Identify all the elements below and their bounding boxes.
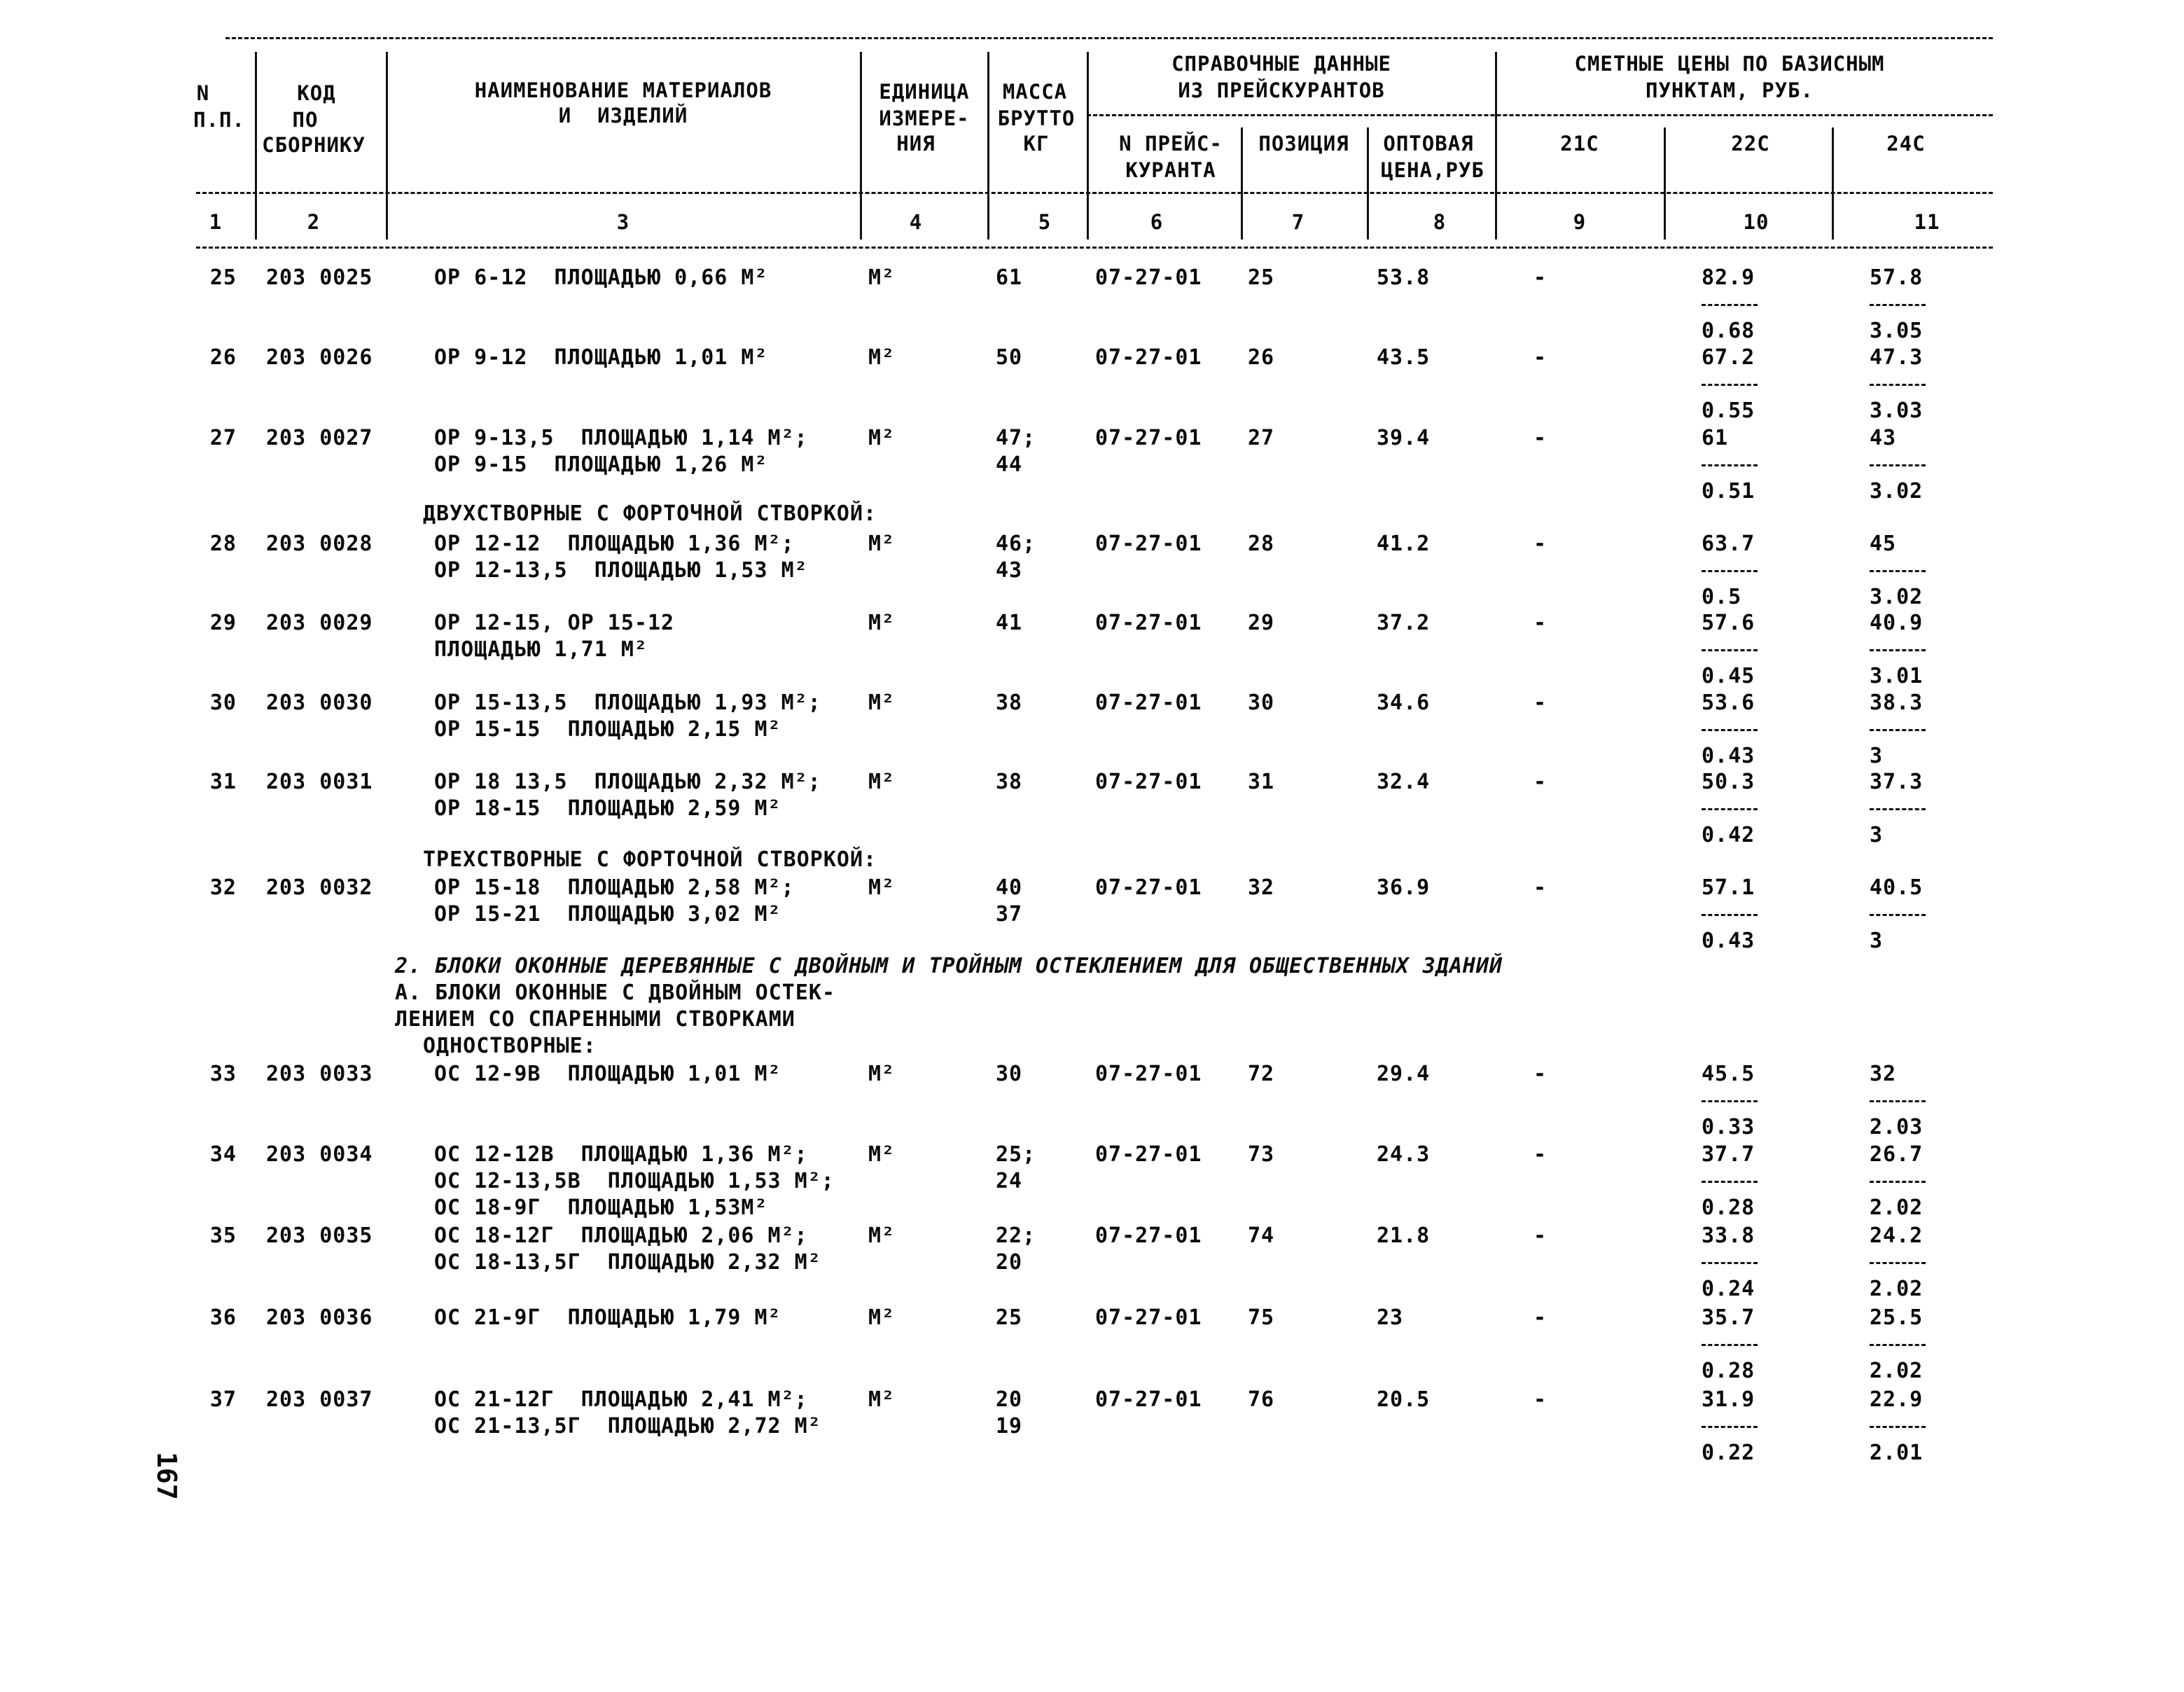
row-price-22c-divisor: 0.55	[1702, 398, 1755, 423]
row-price-21c: -	[1533, 1062, 1547, 1086]
header-number: 10	[1743, 210, 1769, 234]
row-position: 27	[1248, 426, 1275, 450]
fraction-bar	[1702, 1100, 1758, 1102]
fraction-bar	[1870, 649, 1926, 651]
header-col6-line2: КУРАНТА	[1125, 158, 1216, 182]
fraction-bar	[1870, 808, 1926, 810]
row-price-21c: -	[1533, 1387, 1547, 1412]
header-numbers-rule	[196, 247, 1993, 249]
header-col2-line3: СБОРНИКУ	[262, 133, 366, 157]
row-position: 31	[1248, 770, 1275, 794]
header-ref-group-line1: СПРАВОЧНЫЕ ДАННЫЕ	[1171, 52, 1391, 76]
row-price-24c: 32	[1870, 1062, 1897, 1086]
row-price-24c: 24.2	[1870, 1223, 1924, 1248]
row-price-22c: 57.1	[1702, 875, 1755, 900]
row-price-22c: 31.9	[1702, 1387, 1755, 1412]
row-name-line: ОР 12-12 ПЛОЩАДЬЮ 1,36 М²;	[434, 532, 795, 556]
subhead-section-a-line3: ОДНОСТВОРНЫЕ:	[423, 1034, 597, 1058]
subhead-section-a-line2: ЛЕНИЕМ СО СПАРЕННЫМИ СТВОРКАМИ	[395, 1007, 795, 1032]
row-code: 203 0033	[266, 1062, 373, 1086]
fraction-bar	[1870, 1181, 1926, 1183]
header-divider	[1087, 52, 1089, 240]
row-pricelist-number: 07-27-01	[1095, 1142, 1202, 1167]
row-code: 203 0030	[266, 691, 373, 715]
row-number: 25	[209, 265, 237, 290]
row-price-24c: 47.3	[1870, 345, 1924, 370]
row-name-line: ОР 15-15 ПЛОЩАДЬЮ 2,15 М²	[434, 717, 781, 742]
row-price-24c: 40.9	[1870, 611, 1924, 635]
row-pricelist-number: 07-27-01	[1095, 691, 1202, 715]
row-mass: 25	[996, 1305, 1023, 1330]
header-divider	[1664, 127, 1666, 240]
header-number: 7	[1291, 210, 1305, 234]
row-price-21c: -	[1533, 426, 1547, 450]
row-price-22c-divisor: 0.28	[1702, 1195, 1755, 1220]
row-pricelist-number: 07-27-01	[1095, 1223, 1202, 1248]
row-price-22c-divisor: 0.5	[1702, 585, 1742, 609]
row-name-line: ОР 12-15, ОР 15-12	[434, 611, 675, 635]
header-price-group-line2: ПУНКТАМ, РУБ.	[1646, 78, 1814, 102]
row-unit: М²	[868, 770, 896, 794]
row-position: 76	[1248, 1387, 1275, 1412]
fraction-bar	[1870, 1344, 1926, 1346]
row-wholesale-price: 43.5	[1377, 345, 1431, 370]
fraction-bar	[1702, 304, 1758, 306]
row-wholesale-price: 53.8	[1377, 265, 1431, 290]
row-price-22c: 67.2	[1702, 345, 1755, 370]
header-col2-line1: КОД	[297, 81, 336, 105]
row-price-24c-divisor: 2.02	[1870, 1359, 1924, 1383]
row-price-24c-divisor: 3.02	[1870, 479, 1924, 504]
row-price-24c-divisor: 2.01	[1870, 1441, 1924, 1465]
row-mass: 24	[996, 1169, 1023, 1193]
header-col2-line2: ПО	[292, 108, 319, 132]
fraction-bar	[1702, 464, 1758, 466]
header-price-group-line1: СМЕТНЫЕ ЦЕНЫ ПО БАЗИСНЫМ	[1574, 52, 1885, 76]
row-mass: 41	[996, 611, 1023, 635]
row-name-line: ОС 18-12Г ПЛОЩАДЬЮ 2,06 М²;	[434, 1223, 808, 1248]
row-unit: М²	[868, 532, 896, 556]
header-col6-line1: N ПРЕЙС-	[1119, 132, 1223, 155]
row-price-24c-divisor: 3.02	[1870, 585, 1924, 609]
row-name-line: ОС 21-12Г ПЛОЩАДЬЮ 2,41 М²;	[434, 1387, 808, 1412]
header-divider	[386, 52, 388, 240]
row-code: 203 0028	[266, 532, 373, 556]
row-name-line: ОС 18-13,5Г ПЛОЩАДЬЮ 2,32 М²	[434, 1250, 821, 1275]
row-unit: М²	[868, 1142, 896, 1167]
header-ref-group-line2: ИЗ ПРЕЙСКУРАНТОВ	[1178, 78, 1385, 102]
row-wholesale-price: 36.9	[1377, 875, 1431, 900]
row-wholesale-price: 41.2	[1377, 532, 1431, 556]
row-price-24c-divisor: 2.02	[1870, 1195, 1924, 1220]
row-price-24c: 43	[1870, 426, 1897, 450]
row-price-24c: 25.5	[1870, 1305, 1924, 1330]
row-name-line: ПЛОЩАДЬЮ 1,71 М²	[434, 637, 648, 662]
row-mass: 22;	[996, 1223, 1036, 1248]
subhead-section-a-line1: А. БЛОКИ ОКОННЫЕ С ДВОЙНЫМ ОСТЕК-	[395, 980, 836, 1005]
row-code: 203 0027	[266, 426, 373, 450]
header-bottom-rule	[196, 192, 1993, 194]
subhead-three-leaf: ТРЕХСТВОРНЫЕ С ФОРТОЧНОЙ СТВОРКОЙ:	[423, 847, 877, 872]
row-code: 203 0032	[266, 875, 373, 900]
row-name-line: ОР 9-12 ПЛОЩАДЬЮ 1,01 М²	[434, 345, 768, 370]
header-divider	[1241, 127, 1243, 240]
fraction-bar	[1870, 729, 1926, 731]
row-price-22c-divisor: 0.28	[1702, 1359, 1755, 1383]
row-price-24c-divisor: 3	[1870, 823, 1884, 847]
row-position: 26	[1248, 345, 1275, 370]
row-unit: М²	[868, 426, 896, 450]
row-mass: 38	[996, 691, 1023, 715]
row-price-21c: -	[1533, 770, 1547, 794]
row-price-21c: -	[1533, 611, 1547, 635]
row-pricelist-number: 07-27-01	[1095, 875, 1202, 900]
fraction-bar	[1870, 1426, 1926, 1428]
header-col8-line1: ОПТОВАЯ	[1383, 132, 1474, 155]
row-price-21c: -	[1533, 532, 1547, 556]
row-price-22c: 61	[1702, 426, 1729, 450]
row-number: 27	[209, 426, 237, 450]
row-name-line: ОР 15-18 ПЛОЩАДЬЮ 2,58 М²;	[434, 875, 795, 900]
row-price-21c: -	[1533, 875, 1547, 900]
row-price-22c: 57.6	[1702, 611, 1755, 635]
row-position: 29	[1248, 611, 1275, 635]
fraction-bar	[1702, 570, 1758, 572]
row-price-22c-divisor: 0.51	[1702, 479, 1755, 504]
row-wholesale-price: 23	[1377, 1305, 1404, 1330]
row-name-line: ОР 12-13,5 ПЛОЩАДЬЮ 1,53 М²	[434, 558, 808, 583]
row-pricelist-number: 07-27-01	[1095, 1387, 1202, 1412]
row-price-24c: 22.9	[1870, 1387, 1924, 1412]
row-wholesale-price: 37.2	[1377, 611, 1431, 635]
header-divider	[1367, 127, 1369, 240]
row-pricelist-number: 07-27-01	[1095, 532, 1202, 556]
row-unit: М²	[868, 345, 896, 370]
row-name-line: ОР 18 13,5 ПЛОЩАДЬЮ 2,32 М²;	[434, 770, 821, 794]
row-price-24c: 40.5	[1870, 875, 1924, 900]
header-number: 3	[616, 210, 630, 234]
fraction-bar	[1870, 570, 1926, 572]
row-name-line: ОС 21-9Г ПЛОЩАДЬЮ 1,79 М²	[434, 1305, 781, 1330]
header-col5-line3: КГ	[1023, 132, 1050, 155]
header-col4-line1: ЕДИНИЦА	[879, 80, 970, 104]
row-number: 32	[209, 875, 237, 900]
header-divider	[1495, 52, 1497, 240]
row-name-line: ОР 15-13,5 ПЛОЩАДЬЮ 1,93 М²;	[434, 691, 821, 715]
row-mass: 19	[996, 1414, 1023, 1438]
header-col5-line2: БРУТТО	[997, 106, 1076, 130]
row-price-24c: 57.8	[1870, 265, 1924, 290]
row-pricelist-number: 07-27-01	[1095, 426, 1202, 450]
row-price-24c-divisor: 3	[1870, 929, 1884, 953]
header-number: 8	[1433, 210, 1447, 234]
row-unit: М²	[868, 691, 896, 715]
row-name-line: ОР 15-21 ПЛОЩАДЬЮ 3,02 М²	[434, 902, 781, 927]
row-price-22c: 37.7	[1702, 1142, 1755, 1167]
fraction-bar	[1702, 808, 1758, 810]
row-price-21c: -	[1533, 265, 1547, 290]
row-price-24c: 37.3	[1870, 770, 1924, 794]
fraction-bar	[1702, 914, 1758, 916]
header-number: 11	[1914, 210, 1940, 234]
row-unit: М²	[868, 1062, 896, 1086]
row-number: 33	[209, 1062, 237, 1086]
row-name-line: ОР 9-15 ПЛОЩАДЬЮ 1,26 М²	[434, 452, 768, 477]
row-price-22c-divisor: 0.24	[1702, 1277, 1755, 1301]
header-divider	[860, 52, 862, 240]
header-subgroup-rule	[1087, 114, 1993, 116]
row-mass: 50	[996, 345, 1023, 370]
table-top-rule	[225, 37, 1993, 39]
row-price-24c-divisor: 3.05	[1870, 319, 1924, 343]
row-name-line: ОР 6-12 ПЛОЩАДЬЮ 0,66 М²	[434, 265, 768, 290]
fraction-bar	[1870, 384, 1926, 386]
header-col11: 24С	[1886, 132, 1926, 155]
header-col10: 22С	[1731, 132, 1770, 155]
row-position: 74	[1248, 1223, 1275, 1248]
row-mass: 61	[996, 265, 1023, 290]
row-code: 203 0037	[266, 1387, 373, 1412]
row-mass: 30	[996, 1062, 1023, 1086]
row-mass: 44	[996, 452, 1023, 477]
row-price-24c-divisor: 2.02	[1870, 1277, 1924, 1301]
row-mass: 25;	[996, 1142, 1036, 1167]
row-unit: М²	[868, 265, 896, 290]
fraction-bar	[1702, 1181, 1758, 1183]
subhead-two-leaf: ДВУХСТВОРНЫЕ С ФОРТОЧНОЙ СТВОРКОЙ:	[423, 501, 877, 526]
row-mass: 47;	[996, 426, 1036, 450]
row-mass: 37	[996, 902, 1023, 927]
row-position: 28	[1248, 532, 1275, 556]
row-wholesale-price: 20.5	[1377, 1387, 1431, 1412]
row-name-line: ОС 12-9В ПЛОЩАДЬЮ 1,01 М²	[434, 1062, 781, 1086]
header-col7: ПОЗИЦИЯ	[1258, 132, 1349, 155]
row-mass: 38	[996, 770, 1023, 794]
page-number: 167	[151, 1452, 182, 1500]
fraction-bar	[1702, 729, 1758, 731]
row-price-21c: -	[1533, 691, 1547, 715]
row-position: 30	[1248, 691, 1275, 715]
row-unit: М²	[868, 1387, 896, 1412]
row-price-22c: 33.8	[1702, 1223, 1755, 1248]
row-price-24c-divisor: 2.03	[1870, 1115, 1924, 1139]
row-code: 203 0029	[266, 611, 373, 635]
row-name-line: ОР 18-15 ПЛОЩАДЬЮ 2,59 М²	[434, 796, 781, 821]
row-price-22c-divisor: 0.22	[1702, 1441, 1755, 1465]
row-code: 203 0031	[266, 770, 373, 794]
header-col1-line1: N	[196, 81, 210, 105]
row-wholesale-price: 29.4	[1377, 1062, 1431, 1086]
fraction-bar	[1702, 384, 1758, 386]
row-code: 203 0034	[266, 1142, 373, 1167]
fraction-bar	[1702, 649, 1758, 651]
row-pricelist-number: 07-27-01	[1095, 1062, 1202, 1086]
row-unit: М²	[868, 611, 896, 635]
row-mass: 40	[996, 875, 1023, 900]
header-col3-line2: И ИЗДЕЛИЙ	[558, 104, 688, 127]
header-col1-line2: П.П.	[193, 108, 245, 132]
header-col9: 21С	[1560, 132, 1599, 155]
row-number: 36	[209, 1305, 237, 1330]
row-price-22c: 35.7	[1702, 1305, 1755, 1330]
row-unit: М²	[868, 875, 896, 900]
row-number: 29	[209, 611, 237, 635]
header-number: 9	[1573, 210, 1587, 234]
row-code: 203 0035	[266, 1223, 373, 1248]
row-price-24c: 38.3	[1870, 691, 1924, 715]
row-price-24c-divisor: 3.03	[1870, 398, 1924, 423]
row-position: 72	[1248, 1062, 1275, 1086]
header-number: 6	[1150, 210, 1164, 234]
row-position: 73	[1248, 1142, 1275, 1167]
header-col4-line3: НИЯ	[896, 132, 935, 155]
header-divider	[987, 52, 989, 240]
row-name-line: ОС 12-13,5В ПЛОЩАДЬЮ 1,53 М²;	[434, 1169, 835, 1193]
fraction-bar	[1870, 914, 1926, 916]
row-price-22c-divisor: 0.68	[1702, 319, 1755, 343]
header-number: 5	[1038, 210, 1052, 234]
fraction-bar	[1870, 464, 1926, 466]
row-price-24c-divisor: 3	[1870, 744, 1884, 768]
row-wholesale-price: 39.4	[1377, 426, 1431, 450]
row-price-22c: 50.3	[1702, 770, 1755, 794]
fraction-bar	[1702, 1344, 1758, 1346]
row-mass: 46;	[996, 532, 1036, 556]
fraction-bar	[1870, 1100, 1926, 1102]
row-pricelist-number: 07-27-01	[1095, 265, 1202, 290]
row-price-22c-divisor: 0.45	[1702, 664, 1755, 688]
row-unit: М²	[868, 1223, 896, 1248]
row-price-22c: 45.5	[1702, 1062, 1755, 1086]
row-mass: 20	[996, 1250, 1023, 1275]
row-name-line: ОР 9-13,5 ПЛОЩАДЬЮ 1,14 М²;	[434, 426, 808, 450]
row-name-line: ОС 12-12В ПЛОЩАДЬЮ 1,36 М²;	[434, 1142, 808, 1167]
row-number: 34	[209, 1142, 237, 1167]
header-number: 4	[909, 210, 923, 234]
row-price-21c: -	[1533, 1223, 1547, 1248]
row-price-24c: 26.7	[1870, 1142, 1924, 1167]
row-number: 35	[209, 1223, 237, 1248]
row-price-21c: -	[1533, 1142, 1547, 1167]
header-col8-line2: ЦЕНА,РУБ	[1381, 158, 1484, 182]
row-mass: 43	[996, 558, 1023, 583]
fraction-bar	[1870, 1262, 1926, 1264]
row-wholesale-price: 24.3	[1377, 1142, 1431, 1167]
row-price-22c-divisor: 0.42	[1702, 823, 1755, 847]
row-price-24c: 45	[1870, 532, 1897, 556]
row-name-line: ОС 18-9Г ПЛОЩАДЬЮ 1,53М²	[434, 1195, 768, 1220]
row-wholesale-price: 32.4	[1377, 770, 1431, 794]
row-price-21c: -	[1533, 345, 1547, 370]
row-position: 75	[1248, 1305, 1275, 1330]
row-price-22c-divisor: 0.33	[1702, 1115, 1755, 1139]
row-code: 203 0026	[266, 345, 373, 370]
fraction-bar	[1870, 304, 1926, 306]
row-price-24c-divisor: 3.01	[1870, 664, 1924, 688]
row-code: 203 0025	[266, 265, 373, 290]
header-number: 2	[307, 210, 321, 234]
row-position: 32	[1248, 875, 1275, 900]
row-number: 28	[209, 532, 237, 556]
row-price-22c-divisor: 0.43	[1702, 929, 1755, 953]
row-position: 25	[1248, 265, 1275, 290]
header-col5-line1: МАССА	[1002, 80, 1068, 104]
row-number: 37	[209, 1387, 237, 1412]
fraction-bar	[1702, 1262, 1758, 1264]
row-unit: М²	[868, 1305, 896, 1330]
row-price-22c-divisor: 0.43	[1702, 744, 1755, 768]
row-number: 26	[209, 345, 237, 370]
row-pricelist-number: 07-27-01	[1095, 1305, 1202, 1330]
row-price-22c: 53.6	[1702, 691, 1755, 715]
row-name-line: ОС 21-13,5Г ПЛОЩАДЬЮ 2,72 М²	[434, 1414, 821, 1438]
header-divider	[1832, 127, 1834, 240]
row-code: 203 0036	[266, 1305, 373, 1330]
header-col4-line2: ИЗМЕРЕ-	[879, 106, 970, 130]
row-number: 31	[209, 770, 237, 794]
row-pricelist-number: 07-27-01	[1095, 611, 1202, 635]
row-mass: 20	[996, 1387, 1023, 1412]
row-price-22c: 63.7	[1702, 532, 1755, 556]
row-pricelist-number: 07-27-01	[1095, 770, 1202, 794]
row-wholesale-price: 21.8	[1377, 1223, 1431, 1248]
row-price-21c: -	[1533, 1305, 1547, 1330]
header-number: 1	[209, 210, 223, 234]
header-col3-line1: НАИМЕНОВАНИЕ МАТЕРИАЛОВ	[474, 78, 772, 102]
fraction-bar	[1702, 1426, 1758, 1428]
row-number: 30	[209, 691, 237, 715]
row-price-22c: 82.9	[1702, 265, 1755, 290]
row-pricelist-number: 07-27-01	[1095, 345, 1202, 370]
row-wholesale-price: 34.6	[1377, 691, 1431, 715]
header-divider	[255, 52, 257, 240]
subhead-section-2: 2. БЛОКИ ОКОННЫЕ ДЕРЕВЯННЫЕ С ДВОЙНЫМ И ТРОЙНЫМ ОСТЕКЛЕНИЕМ ДЛЯ ОБЩЕСТВЕННЫХ ЗДАНИЙ	[395, 954, 1503, 978]
